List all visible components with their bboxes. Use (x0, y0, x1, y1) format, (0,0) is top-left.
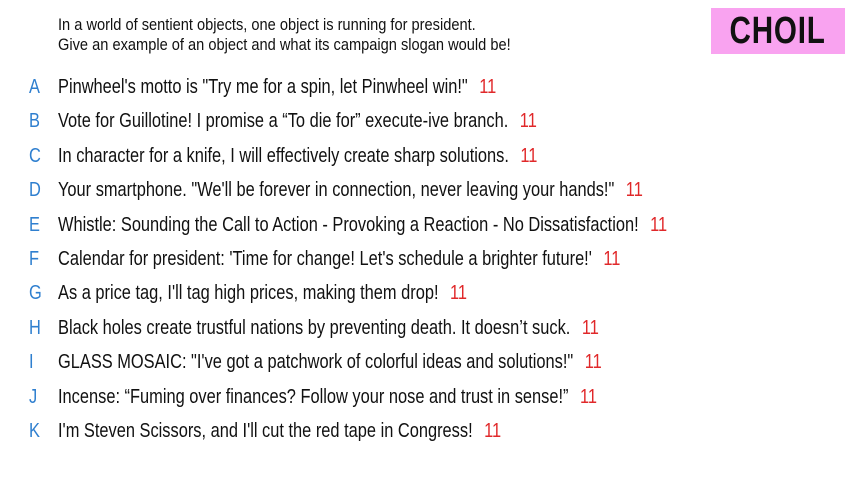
answer-list (0, 70, 853, 448)
answer-letter: B (29, 110, 40, 133)
answer-letter: J (29, 385, 38, 408)
answer-score: 11 (625, 179, 643, 202)
answer-text: As a price tag, I'll tag high prices, making them drop! (58, 282, 439, 305)
answer-text: In character for a knife, I will effectively create sharp solutions. (58, 144, 509, 167)
answer-text: Calendar for president: 'Time for change! Let's schedule a brighter future!' (58, 247, 592, 270)
answer-letter: H (29, 316, 41, 339)
answer-letter: A (29, 76, 40, 98)
answer-score: 11 (603, 247, 621, 270)
answer-letter: K (29, 419, 40, 442)
answer-text: Pinwheel's motto is "Try me for a spin, let Pinwheel win!" (58, 76, 468, 98)
answer-score: 11 (650, 213, 668, 236)
answer-score: 11 (519, 110, 537, 133)
answer-row-i[interactable] (0, 345, 853, 379)
answer-row-g[interactable] (0, 276, 853, 310)
answer-text: Black holes create trustful nations by preventing death. It doesn’t suck. (58, 316, 571, 339)
answer-score: 11 (584, 351, 602, 374)
answer-score: 11 (479, 76, 497, 98)
answer-text: I'm Steven Scissors, and I'll cut the red tape in Congress! (58, 419, 473, 442)
prompt-line-2: Give an example of an object and what its campaign slogan would be! (58, 35, 511, 54)
answer-row-j[interactable] (0, 380, 853, 414)
answer-row-c[interactable] (0, 139, 853, 173)
answer-letter: I (29, 351, 34, 374)
answer-letter: D (29, 179, 41, 202)
answer-score: 11 (579, 385, 597, 408)
prompt (58, 15, 591, 55)
answer-row-h[interactable] (0, 311, 853, 345)
answer-score: 11 (581, 316, 599, 339)
answer-text: Whistle: Sounding the Call to Action - Provoking a Reaction - No Dissatisfaction! (58, 213, 639, 236)
answer-row-d[interactable] (0, 173, 853, 207)
answer-text: Vote for Guillotine! I promise a “To die for” execute-ive branch. (58, 110, 509, 133)
category-badge-label: CHOIL (729, 10, 827, 52)
answer-row-e[interactable] (0, 208, 853, 242)
answer-letter: C (29, 144, 41, 167)
answer-row-k[interactable] (0, 414, 853, 448)
prompt-line-1: In a world of sentient objects, one object is running for president. (58, 15, 476, 34)
answer-letter: F (29, 247, 40, 270)
answer-text: Your smartphone. "We'll be forever in connection, never leaving your hands!" (58, 179, 615, 202)
answer-row-a[interactable] (0, 70, 853, 104)
category-badge (711, 8, 845, 54)
answer-letter: E (29, 213, 40, 236)
answer-score: 11 (520, 144, 538, 167)
answer-text: GLASS MOSAIC: "I've got a patchwork of colorful ideas and solutions!" (58, 351, 574, 374)
answer-text: Incense: “Fuming over finances? Follow your nose and trust in sense!” (58, 385, 569, 408)
answer-score: 11 (449, 282, 468, 305)
answer-letter: G (29, 282, 42, 305)
answer-row-f[interactable] (0, 242, 853, 276)
answer-score: 11 (484, 419, 502, 442)
answer-row-b[interactable] (0, 104, 853, 138)
